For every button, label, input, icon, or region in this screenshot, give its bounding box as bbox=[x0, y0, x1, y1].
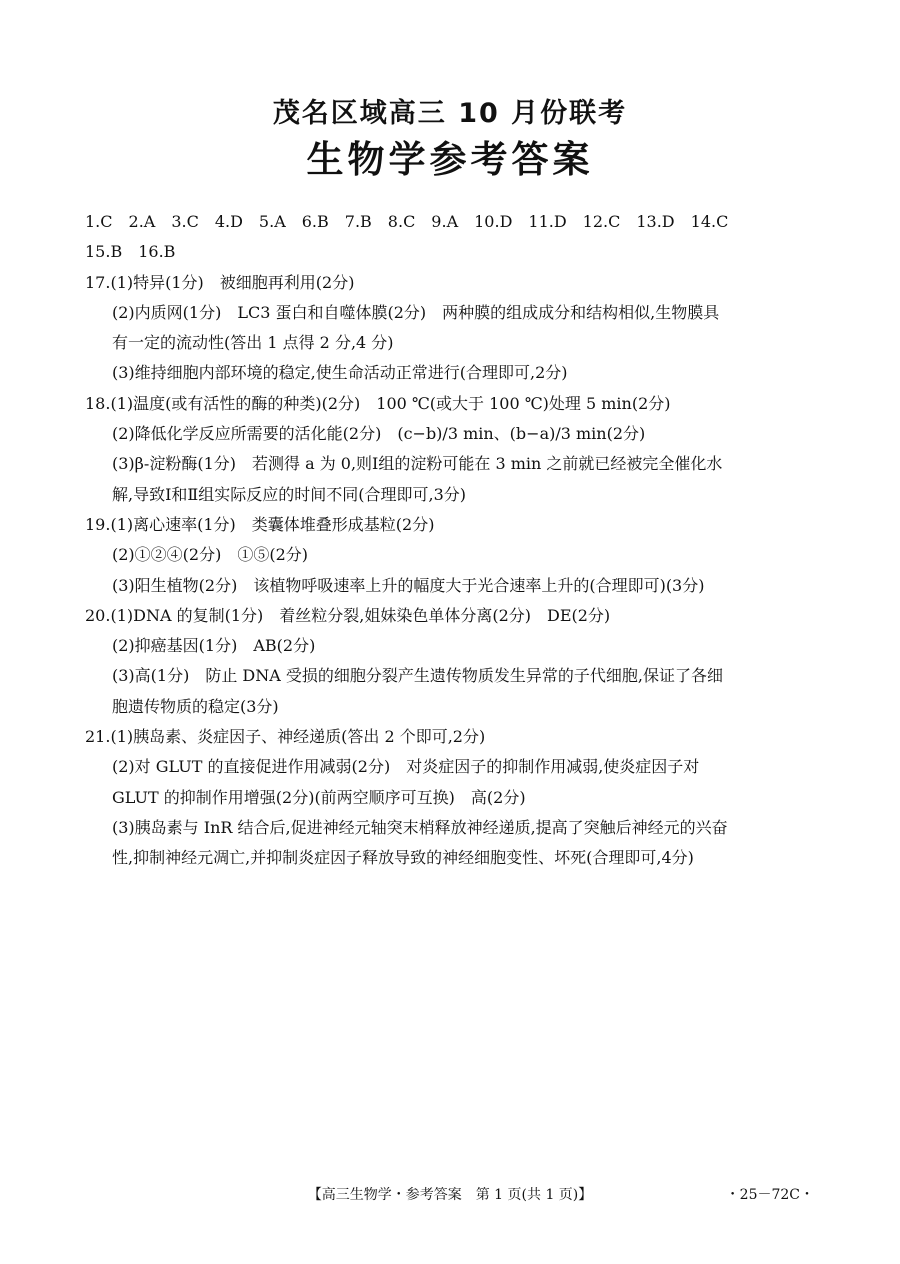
answer-content bbox=[85, 207, 825, 874]
answer-line: (2)内质网(1分) LC3 蛋白和自噬体膜(2分) 两种膜的组成成分和结构相似,生物膜具 bbox=[112, 302, 720, 322]
answer-line: GLUT 的抑制作用增强(2分)(前两空顺序可互换) 高(2分) bbox=[112, 787, 526, 807]
answer-line: (2)①②④(2分) ①⑤(2分) bbox=[112, 545, 308, 565]
answer-line: 性,抑制神经元凋亡,并抑制炎症因子释放导致的神经细胞变性、坏死(合理即可,4分) bbox=[112, 848, 694, 868]
answer-line: (3)维持细胞内部环境的稳定,使生命活动正常进行(合理即可,2分) bbox=[112, 363, 568, 383]
answer-line: 17.(1)特异(1分) 被细胞再利用(2分) bbox=[85, 272, 355, 292]
answer-key-title: 生物学参考答案 bbox=[306, 138, 594, 181]
answer-line: 胞遗传物质的稳定(3分) bbox=[112, 696, 279, 716]
answer-line: 有一定的流动性(答出 1 点得 2 分,4 分) bbox=[112, 333, 394, 353]
answer-line: 解,导致Ⅰ和Ⅱ组实际反应的时间不同(合理即可,3分) bbox=[112, 484, 467, 504]
answer-line: 1.C 2.A 3.C 4.D 5.A 6.B 7.B 8.C 9.A 10.D 11.D 12.C 13.D 14.C bbox=[85, 212, 729, 231]
answer-line: (3)高(1分) 防止 DNA 受损的细胞分裂产生遗传物质发生异常的子代细胞,保证了各细 bbox=[112, 666, 723, 686]
answer-line: 18.(1)温度(或有活性的酶的种类)(2分) 100 ℃(或大于 100 ℃)处理 5 min(2分) bbox=[85, 393, 671, 413]
answer-line: 21.(1)胰岛素、炎症因子、神经递质(答出 2 个即可,2分) bbox=[85, 727, 486, 747]
answer-line: (3)阳生植物(2分) 该植物呼吸速率上升的幅度大于光合速率上升的(合理即可)(3分) bbox=[112, 575, 705, 595]
answer-line: (2)对 GLUT 的直接促进作用减弱(2分) 对炎症因子的抑制作用减弱,使炎症因子对 bbox=[112, 757, 700, 777]
doc-code: ・25－72C・ bbox=[725, 1187, 814, 1203]
answer-line: 20.(1)DNA 的复制(1分) 着丝粒分裂,姐妹染色单体分离(2分) DE(2分) bbox=[85, 605, 611, 625]
page-footer: 【高三生物学・参考答案 第 1 页(共 1 页)】 bbox=[307, 1187, 593, 1203]
answer-line: (3)胰岛素与 InR 结合后,促进神经元轴突末梢释放神经递质,提高了突触后神经元的兴奋 bbox=[112, 817, 728, 837]
answer-line: (2)降低化学反应所需要的活化能(2分) (c−b)/3 min、(b−a)/3 min(2分) bbox=[112, 424, 646, 444]
exam-title: 茂名区域高三 10 月份联考 bbox=[272, 98, 628, 129]
answer-line: (2)抑癌基因(1分) AB(2分) bbox=[112, 636, 316, 656]
answer-line: 15.B 16.B bbox=[85, 242, 176, 262]
answer-line: 19.(1)离心速率(1分) 类囊体堆叠形成基粒(2分) bbox=[85, 514, 435, 534]
answer-line: (3)β-淀粉酶(1分) 若测得 a 为 0,则Ⅰ组的淀粉可能在 3 min 之前就已经被完全催化水 bbox=[112, 454, 723, 474]
